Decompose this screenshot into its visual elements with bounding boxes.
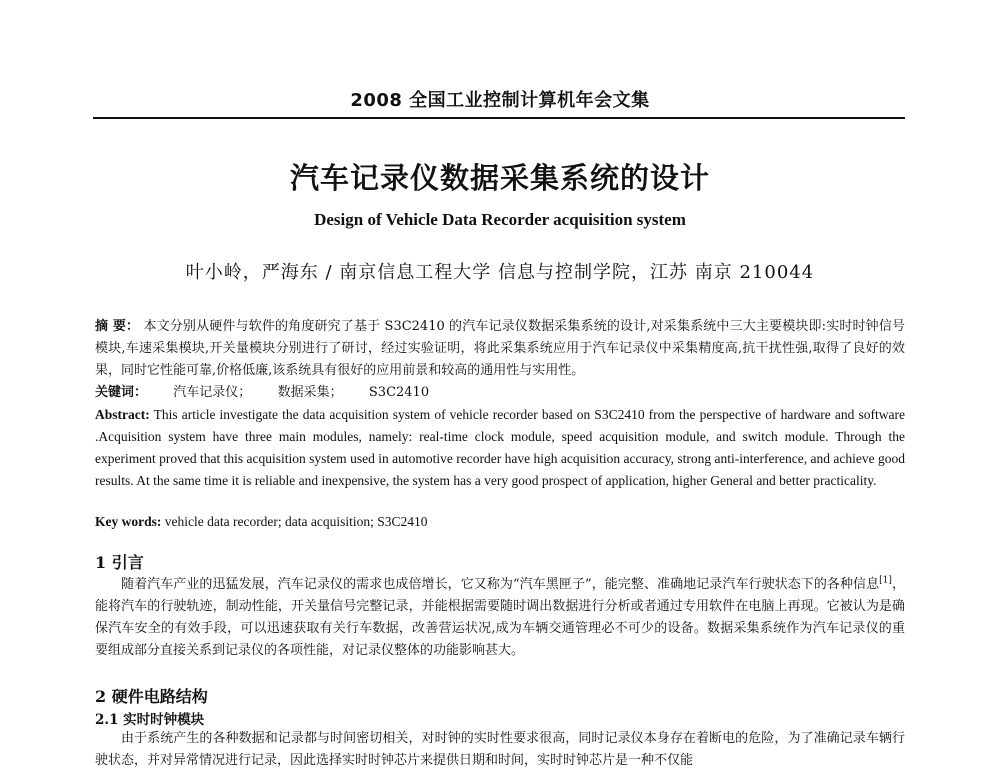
section-2-1-heading: 2.1 实时时钟模块: [95, 712, 205, 728]
section-1-text-a: 随着汽车产业的迅猛发展，汽车记录仪的需求也成倍增长，它又称为“汽车黑匣子”，能完整、准确地记录汽车行驶状态下的各种信息: [121, 577, 880, 592]
section-2-heading: 2 硬件电路结构: [95, 687, 208, 706]
abstract-cn-text: 本文分别从硬件与软件的角度研究了基于 S3C2410 的汽车记录仪数据采集系统的设计,对采集系统中三大主要模块即:实时时钟信号模块,车速采集模块,开关量模块分别进行了研讨，经过实验证明，将此采集系统应用于汽车记录仪中采集精度高,抗干扰性强,取得了良好的效果，同时它性能可靠,价格低廉,该系统具有很好的应用前景和较高的通用性与实用性。: [95, 319, 905, 378]
section-2-1-paragraph: 由于系统产生的各种数据和记录都与时间密切相关，对时钟的实时性要求很高，同时记录仪本身存在着断电的危险，为了准确记录车辆行驶状态，并对异常情况进行记录，因此选择实时时钟芯片来提供日期和时间，实时时钟芯片是一种不仅能: [95, 731, 905, 768]
paper-title-cn: 汽车记录仪数据采集系统的设计: [289, 161, 710, 195]
abstract-en-label: Abstract:: [95, 407, 150, 422]
section-1-paragraph: [95, 574, 905, 662]
keywords-en: [95, 511, 905, 533]
keywords-en-text: vehicle data recorder; data acquisition; S3C2410: [164, 514, 428, 529]
keywords-cn: [95, 382, 905, 404]
abstract-en: [95, 404, 905, 492]
section-1-heading: 1 引言: [95, 553, 144, 572]
keywords-en-label: Key words:: [95, 514, 162, 529]
keyword-cn-item: 数据采集；: [277, 385, 343, 400]
abstract-en-text: This article investigate the data acquisition system of vehicle recorder based on S3C2410 from the perspective of hardware and software .Acquisition system have three main modules, namely: real-time clock module, speed acquisition module, and switch module. Through the experiment proved that this acquisition system used in automotive recorder have high acquisition accuracy, strong anti-interference, and achieve good results. At the same time it is reliable and inexpensive, the system has a very good prospect of application, higher General and better practicality.: [95, 407, 905, 488]
citation-1: [1]: [879, 575, 892, 586]
keyword-cn-item: 汽车记录仪；: [173, 385, 252, 400]
keywords-cn-label: 关键词：: [95, 385, 148, 400]
authors-affiliation: 叶小岭，严海东 / 南京信息工程大学 信息与控制学院，江苏 南京 210044: [185, 262, 815, 283]
abstract-cn: [95, 316, 905, 382]
header-rule: [93, 117, 905, 119]
abstract-cn-label: 摘 要：: [95, 319, 140, 334]
proceedings-header: 2008 全国工业控制计算机年会文集: [350, 90, 650, 111]
paper-title-en: Design of Vehicle Data Recorder acquisition system: [314, 210, 686, 229]
section-1-text-b: ，能将汽车的行驶轨迹，制动性能，开关量信号完整记录，并能根据需要随时调出数据进行分析或者通过专用软件在电脑上再现。它被认为是确保汽车安全的有效手段，可以迅速获取有关行车数据，改善营运状况,成为车辆交通管理必不可少的设备。数据采集系统作为汽车记录仪的重要组成部分直接关系到记录仪的各项性能，对记录仪整体的功能影响甚大。: [95, 577, 905, 658]
keyword-cn-item: S3C2410: [368, 385, 430, 400]
